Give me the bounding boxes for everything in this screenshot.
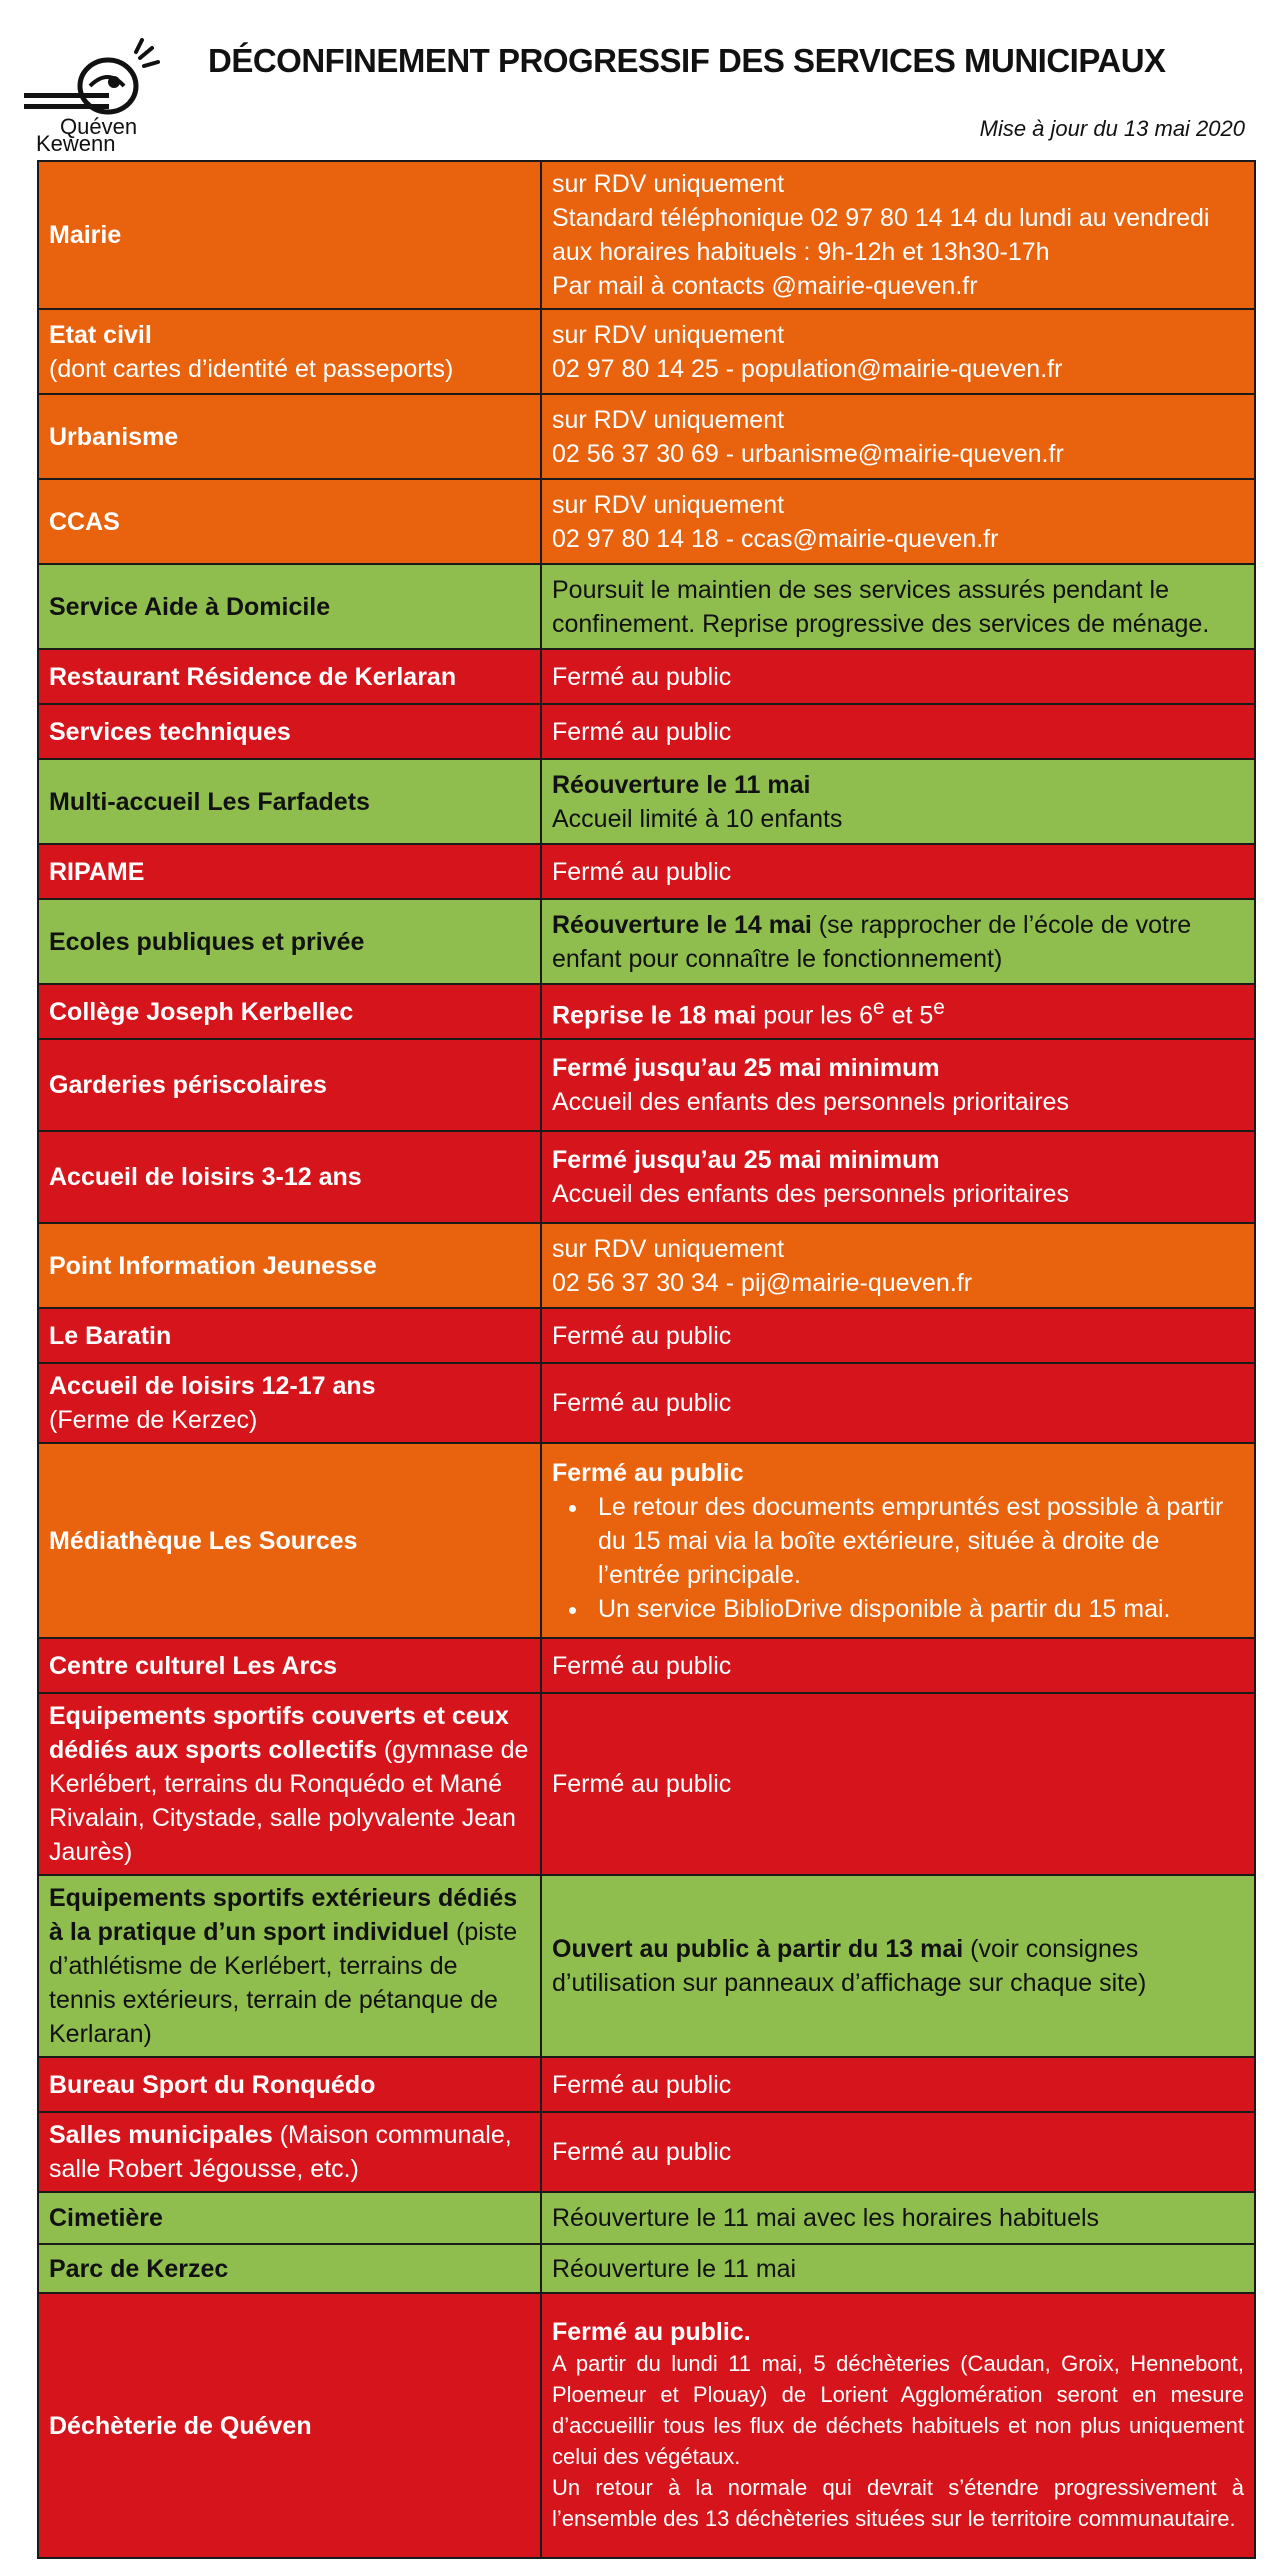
- service-name: Déchèterie de Quéven: [49, 2411, 312, 2440]
- logo-emblem: [20, 38, 160, 153]
- detail-line: Par mail à contacts @mairie-queven.fr: [552, 272, 978, 300]
- service-cell: [38, 1131, 541, 1223]
- table-row: [38, 1131, 1255, 1223]
- services-table: [37, 160, 1256, 2559]
- status-text: Fermé au public: [552, 857, 732, 886]
- service-name: CCAS: [49, 507, 120, 536]
- service-cell: [38, 984, 541, 1039]
- status-cell: [541, 1223, 1255, 1308]
- service-name: Multi-accueil Les Farfadets: [49, 787, 370, 816]
- status-text: Fermé au public: [552, 1770, 732, 1798]
- service-name: Salles municipales: [49, 2121, 273, 2149]
- status-cell: [541, 984, 1255, 1039]
- status-cell: [541, 759, 1255, 844]
- service-name: Collège Joseph Kerbellec: [49, 997, 354, 1026]
- service-note: (piste d’athlétisme de Kerlébert, terrains de tennis extérieurs, terrain de pétanque de Kerlaran): [49, 1918, 518, 2048]
- status-text: Réouverture le 11 mai: [552, 770, 811, 799]
- service-cell: [38, 2244, 541, 2293]
- table-row: [38, 394, 1255, 479]
- service-cell: [38, 479, 541, 564]
- status-text: sur RDV uniquement: [552, 405, 785, 434]
- detail-line: aux horaires habituels : 9h-12h et 13h30-17h: [552, 238, 1050, 266]
- status-cell: [541, 1693, 1255, 1875]
- status-cell: [541, 309, 1255, 394]
- table-row: [38, 161, 1255, 309]
- status-cell: [541, 2293, 1255, 2558]
- status-text: sur RDV uniquement: [552, 490, 785, 519]
- service-name: Urbanisme: [49, 422, 179, 451]
- service-cell: [38, 1638, 541, 1693]
- status-cell: [541, 1638, 1255, 1693]
- status-text: Fermé jusqu’au 25 mai minimum: [552, 1054, 940, 1082]
- service-cell: [38, 1363, 541, 1443]
- status-text: Fermé au public: [552, 1651, 732, 1680]
- table-row: [38, 649, 1255, 704]
- status-cell: [541, 704, 1255, 759]
- status-text: Réouverture le 11 mai avec les horaires habituels: [552, 2204, 1100, 2232]
- table-row: [38, 309, 1255, 394]
- service-name: Equipements sportifs couverts et ceux dédiés aux sports collectifs: [49, 1702, 509, 1764]
- status-text: Reprise le 18 mai: [552, 1001, 757, 1030]
- status-cell: [541, 2057, 1255, 2112]
- service-name: Bureau Sport du Ronquédo: [49, 2070, 376, 2099]
- status-text: sur RDV uniquement: [552, 170, 785, 198]
- table-row: [38, 2293, 1255, 2558]
- table-row: [38, 1693, 1255, 1875]
- status-text: Ouvert au public à partir du 13 mai: [552, 1935, 964, 1963]
- service-cell: [38, 1223, 541, 1308]
- service-name: Point Information Jeunesse: [49, 1251, 377, 1280]
- list-item: • Un service BiblioDrive disponible à partir du 15 mai.: [590, 1592, 1244, 1626]
- status-text: Fermé au public: [552, 1458, 744, 1487]
- service-cell: [38, 759, 541, 844]
- superscript: e: [873, 995, 885, 1019]
- service-cell: [38, 1693, 541, 1875]
- update-date: Mise à jour du 13 mai 2020: [979, 116, 1245, 141]
- service-cell: [38, 2112, 541, 2192]
- detail-line: Accueil limité à 10 enfants: [552, 804, 843, 833]
- status-cell: [541, 1363, 1255, 1443]
- status-text: Fermé au public.: [552, 2318, 751, 2346]
- service-cell: [38, 899, 541, 984]
- status-cell: [541, 479, 1255, 564]
- page-title: DÉCONFINEMENT PROGRESSIF DES SERVICES MUNICIPAUX: [208, 42, 1166, 79]
- service-name: Médiathèque Les Sources: [49, 1526, 358, 1555]
- service-name: Parc de Kerzec: [49, 2254, 229, 2283]
- status-text: Fermé au public: [552, 2138, 732, 2166]
- service-name: Etat civil: [49, 320, 152, 349]
- service-note: (Ferme de Kerzec): [49, 1406, 258, 1434]
- service-note: (dont cartes d’identité et passeports): [49, 354, 454, 383]
- table-row: [38, 1638, 1255, 1693]
- table-row: [38, 479, 1255, 564]
- status-cell: [541, 2112, 1255, 2192]
- status-text: Fermé au public: [552, 1389, 732, 1417]
- service-cell: [38, 704, 541, 759]
- table-row: [38, 1223, 1255, 1308]
- service-name: Accueil de loisirs 3-12 ans: [49, 1163, 362, 1191]
- status-text: Fermé au public: [552, 717, 732, 746]
- service-note: (gymnase de Kerlébert, terrains du Ronquédo et Mané Rivalain, Citystade, salle polyvalente Jean Jaurès): [49, 1736, 529, 1866]
- status-cell: [541, 649, 1255, 704]
- service-cell: [38, 2192, 541, 2244]
- detail-line: (voir consignes d’utilisation sur panneaux d’affichage sur chaque site): [552, 1935, 1147, 1997]
- table-row: [38, 759, 1255, 844]
- service-cell: [38, 1875, 541, 2057]
- status-text: Fermé au public: [552, 662, 732, 691]
- service-cell: [38, 2293, 541, 2558]
- table-row: [38, 1308, 1255, 1363]
- table-row: [38, 844, 1255, 899]
- table-row: [38, 1443, 1255, 1638]
- status-cell: [541, 2192, 1255, 2244]
- table-row: [38, 564, 1255, 649]
- table-row: [38, 899, 1255, 984]
- detail-line: Accueil des enfants des personnels prioritaires: [552, 1088, 1069, 1116]
- table-row: [38, 2057, 1255, 2112]
- status-cell: [541, 899, 1255, 984]
- service-cell: [38, 394, 541, 479]
- status-cell: [541, 394, 1255, 479]
- detail-line: 02 97 80 14 25 - population@mairie-queven.fr: [552, 354, 1063, 383]
- status-cell: [541, 1875, 1255, 2057]
- table-row: [38, 984, 1255, 1039]
- detail-line: Standard téléphonique 02 97 80 14 14 du lundi au vendredi: [552, 204, 1210, 232]
- service-cell: [38, 2057, 541, 2112]
- list-item: • Le retour des documents empruntés est possible à partir du 15 mai via la boîte extérieure, située à droite de l’entrée principale.: [590, 1490, 1244, 1592]
- service-cell: [38, 1039, 541, 1131]
- table-row: [38, 2192, 1255, 2244]
- status-cell: [541, 161, 1255, 309]
- logo-text-kewenn: Kewenn: [36, 131, 116, 153]
- detail-line: Accueil des enfants des personnels prioritaires: [552, 1180, 1069, 1208]
- logo-text-queven: Quéven: [60, 114, 138, 139]
- service-name: RIPAME: [49, 857, 145, 886]
- service-cell: [38, 844, 541, 899]
- service-name: Cimetière: [49, 2204, 163, 2232]
- status-cell: [541, 2244, 1255, 2293]
- bullet-list: [552, 1490, 1244, 1626]
- service-cell: [38, 564, 541, 649]
- status-cell: [541, 564, 1255, 649]
- service-cell: [38, 1443, 541, 1638]
- detail-line: 02 56 37 30 34 - pij@mairie-queven.fr: [552, 1268, 973, 1297]
- status-text: sur RDV uniquement: [552, 1234, 785, 1263]
- status-text: Réouverture le 11 mai: [552, 2254, 797, 2283]
- service-cell: [38, 649, 541, 704]
- table-row: [38, 1363, 1255, 1443]
- service-name: Equipements sportifs extérieurs dédiés à la pratique d’un sport individuel: [49, 1884, 518, 1946]
- status-cell: [541, 1131, 1255, 1223]
- table-row: [38, 2244, 1255, 2293]
- service-name: Garderies périscolaires: [49, 1071, 327, 1099]
- table-row: [38, 1875, 1255, 2057]
- service-note: (Maison communale, salle Robert Jégousse, etc.): [49, 2121, 512, 2183]
- service-name: Le Baratin: [49, 1321, 172, 1350]
- status-cell: [541, 1443, 1255, 1638]
- service-cell: [38, 161, 541, 309]
- status-cell: [541, 1039, 1255, 1131]
- status-text: sur RDV uniquement: [552, 320, 785, 349]
- status-cell: [541, 1308, 1255, 1363]
- detail-text: pour les 6: [756, 1001, 874, 1030]
- service-name: Centre culturel Les Arcs: [49, 1651, 338, 1680]
- service-name: Accueil de loisirs 12-17 ans: [49, 1372, 376, 1400]
- status-text: Fermé jusqu’au 25 mai minimum: [552, 1146, 940, 1174]
- service-cell: [38, 309, 541, 394]
- status-cell: [541, 844, 1255, 899]
- service-name: Restaurant Résidence de Kerlaran: [49, 662, 457, 691]
- detail-text: et 5: [884, 1001, 934, 1030]
- detail-line: 02 97 80 14 18 - ccas@mairie-queven.fr: [552, 524, 999, 553]
- superscript: e: [933, 995, 945, 1019]
- service-name: Service Aide à Domicile: [49, 592, 331, 621]
- status-text: Réouverture le 14 mai: [552, 910, 812, 939]
- service-name: Ecoles publiques et privée: [49, 927, 365, 956]
- detail-paragraph: A partir du lundi 11 mai, 5 déchèteries (Caudan, Groix, Hennebont, Ploemeur et Plouay) de Lorient Agglomération seront en mesure d’accueillir tous les flux de déchets habituels et non plus uniquement celui des végétaux.: [552, 2351, 1244, 2469]
- table-row: [38, 1039, 1255, 1131]
- services-table-container: [37, 160, 1254, 2559]
- detail-paragraph: Un retour à la normale qui devrait s’étendre progressivement à l’ensemble des 13 déchèteries situées sur le territoire communautaire.: [552, 2475, 1244, 2531]
- service-name: Services techniques: [49, 717, 291, 746]
- status-text: Fermé au public: [552, 1321, 732, 1350]
- table-row: [38, 704, 1255, 759]
- service-name: Mairie: [49, 221, 122, 249]
- service-cell: [38, 1308, 541, 1363]
- table-row: [38, 2112, 1255, 2192]
- status-text: Fermé au public: [552, 2070, 732, 2099]
- detail-line: 02 56 37 30 69 - urbanisme@mairie-queven.fr: [552, 439, 1064, 468]
- queven-logo: [20, 38, 160, 153]
- status-text: Poursuit le maintien de ses services assurés pendant le confinement. Reprise progressive des services de ménage.: [552, 575, 1210, 638]
- detail-line: (se rapprocher de l’école de votre enfant pour connaître le fonctionnement): [552, 910, 1192, 973]
